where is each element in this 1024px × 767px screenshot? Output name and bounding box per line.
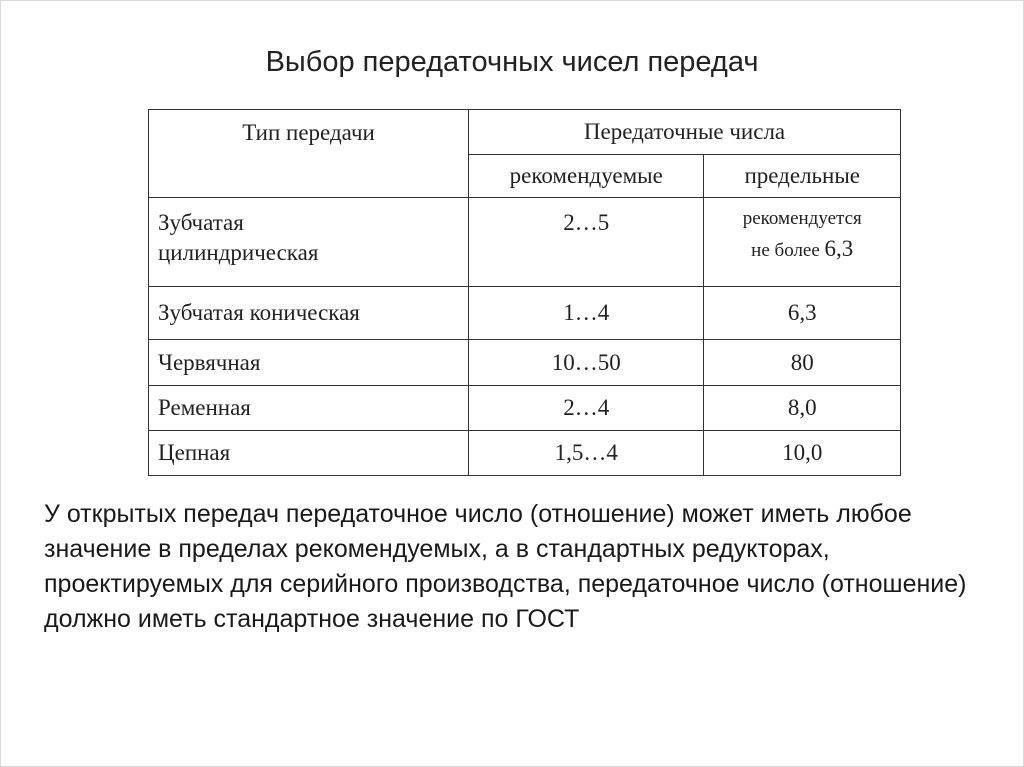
row-limit: 8,0 — [704, 386, 901, 431]
row-recommended: 2…4 — [469, 386, 704, 431]
header-limit: предельные — [704, 155, 901, 198]
row-recommended: 1,5…4 — [469, 431, 704, 476]
row-type: Цепная — [149, 431, 469, 476]
row-recommended: 10…50 — [469, 340, 704, 386]
slide-title: Выбор передаточных чисел передач — [265, 46, 759, 78]
header-ratio-group: Передаточные числа — [469, 110, 901, 155]
row-limit — [704, 198, 901, 287]
row-recommended: 2…5 — [469, 198, 704, 287]
explanatory-note: У открытых передач передаточное число (отношение) может иметь любое значение в пределах рекомендуемых, а в стандартных редукторах, проектируемых для серийного производства, передаточное число (отношение) должно иметь стандартное значение по ГОСТ — [44, 500, 967, 633]
table-row — [149, 340, 901, 386]
row-limit-line1: рекомендуется — [742, 208, 862, 229]
row-type — [149, 198, 469, 287]
gear-ratio-table — [148, 109, 901, 476]
row-limit: 80 — [704, 340, 901, 386]
row-type: Ременная — [149, 386, 469, 431]
table-row — [149, 287, 901, 340]
table-header-row — [149, 110, 901, 155]
row-type: Зубчатая коническая — [149, 287, 469, 340]
row-type-line2: цилиндрическая — [158, 240, 319, 265]
table-row — [149, 431, 901, 476]
row-limit: 10,0 — [704, 431, 901, 476]
header-type: Тип передачи — [149, 110, 469, 198]
row-recommended: 1…4 — [469, 287, 704, 340]
row-limit-value: 6,3 — [824, 236, 854, 261]
table-row — [149, 198, 901, 287]
header-recommended: рекомендуемые — [469, 155, 704, 198]
table-row — [149, 386, 901, 431]
row-limit-prefix: не более — [751, 240, 820, 261]
row-limit: 6,3 — [704, 287, 901, 340]
row-type: Червячная — [149, 340, 469, 386]
row-type-line1: Зубчатая — [158, 210, 244, 235]
